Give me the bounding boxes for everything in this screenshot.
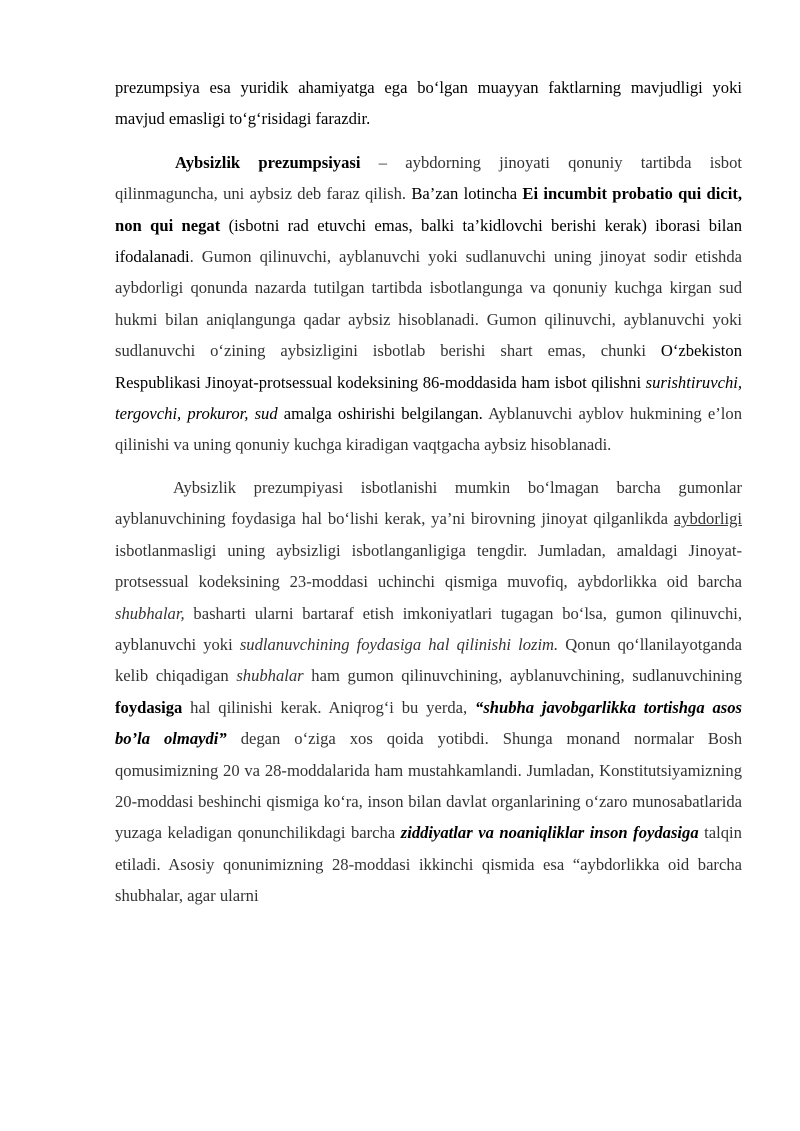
- underlined-aybdorligi: aybdorligi: [673, 509, 742, 529]
- bold-italic-quote: “shubha javobgarlikka tortishga asos bo’la olmaydi”: [115, 697, 742, 749]
- paragraph-3-text-1: Aybsizlik prezumpiyasi isbotlanishi mumkin bo‘lmagan barcha gumonlar ayblanuvchining foydasiga hal bo‘lishi kerak, ya’ni birovning jinoyat qilganlikda: [115, 477, 742, 529]
- paragraph-2-text-3: (isbotni rad etuvchi emas, balki ta’kidlovchi berishi kerak) iborasi bilan ifodalanadi: [115, 215, 742, 267]
- paragraph-3: [115, 472, 742, 912]
- paragraph-3-text-7: degan o‘ziga xos qoida yotibdi. Shunga monand normalar Bosh qomusimizning 20 va 28-moddalarida ham mustahkamlandi. Jumladan, Konstitutsiyamizning 20-moddasi beshinchi qismiga ko‘ra, inson bilan davlat organlarining o‘zaro munosabatlarida yuzaga keladigan qonunchilikdagi barcha: [115, 729, 742, 843]
- paragraph-3-text-3: basharti ularni bartaraf etish imkoniyatlari tugagan bo‘lsa, gumon qilinuvchi, ayblanuvchi yoki: [115, 603, 742, 654]
- paragraph-3-text-5: ham gumon qilinuvchining, ayblanuvchining, sudlanuvchining: [303, 666, 742, 686]
- bold-italic-ziddiyatlar: ziddiyatlar va noaniqliklar inson foydasiga: [400, 823, 699, 843]
- paragraph-3-text-6: hal qilinishi kerak. Aniqrog‘i bu yerda,: [182, 697, 476, 717]
- paragraph-2-text-2: Ba’zan lotincha: [411, 184, 523, 204]
- bold-foydasiga: foydasiga: [115, 697, 183, 717]
- italic-sudlanuvchining: sudlanuvchining foydasiga hal qilinishi lozim.: [239, 634, 559, 654]
- paragraph-3-text-4: Qonun qo‘llanilayotganda kelib chiqadigan: [115, 634, 742, 686]
- italic-shubhalar: shubhalar,: [115, 603, 185, 623]
- paragraph-2-text-1: – aybdorning jinoyati qonuniy tartibda isbot qilinmaguncha, uni aybsiz deb faraz qilish.: [115, 152, 742, 204]
- paragraph-2-text-7: amalga oshirishi belgilangan.: [277, 404, 483, 424]
- paragraph-2-text-8: Ayblanuvchi ayblov hukmining e’lon qilinishi va uning qonuniy kuchga kiradigan vaqtgacha aybsiz hisoblanadi.: [115, 404, 742, 455]
- paragraph-3-text-8: talqin etiladi. Asosiy qonunimizning 28-moddasi ikkinchi qismida esa “aybdorlikka oid barcha shubhalar, agar ularni: [115, 823, 742, 906]
- term-aybsizlik-prezumpsiyasi: Aybsizlik prezumpsiyasi: [175, 152, 361, 172]
- roles-italic: surishtiruvchi, tergovchi, prokuror, sud: [115, 372, 742, 424]
- italic-shubhalar-2: shubhalar: [236, 666, 304, 686]
- latin-phrase: Ei incumbit probatio qui dicit, non qui negat: [115, 184, 742, 235]
- paragraph-2: [115, 147, 742, 461]
- paragraph-2-text-6: isbot qilishni: [554, 372, 646, 392]
- paragraph-2-text-5: O‘zbekiston Respublikasi Jinoyat-protsessual kodeksining 86-moddasida ham: [115, 341, 742, 392]
- paragraph-1-text: prezumpsiya esa yuridik ahamiyatga ega bo‘lgan muayyan faktlarning mavjudligi yoki mavjud emasligi to‘g‘risidagi farazdir.: [115, 78, 742, 129]
- paragraph-1: [115, 72, 742, 135]
- paragraph-3-text-2: isbotlanmasligi uning aybsizligi isbotlanganligiga tengdir. Jumladan, amaldagi Jinoyat-protsessual kodeksining 23-moddasi uchinchi qismiga muvofiq, aybdorlikka oid barcha: [115, 540, 742, 592]
- paragraph-2-text-4: . Gumon qilinuvchi, ayblanuvchi yoki sudlanuvchi uning jinoyat sodir etishda aybdorligi qonunda nazarda tutilgan tartibda isbotlangunga va qonuniy kuchga kirgan sud hukmi bilan aniqlangunga qadar aybsiz hisoblanadi. Gumon qilinuvchi, ayblanuvchi yoki sudlanuvchi o‘zining aybsizligini isbotlab berishi shart emas, chunki: [115, 247, 742, 361]
